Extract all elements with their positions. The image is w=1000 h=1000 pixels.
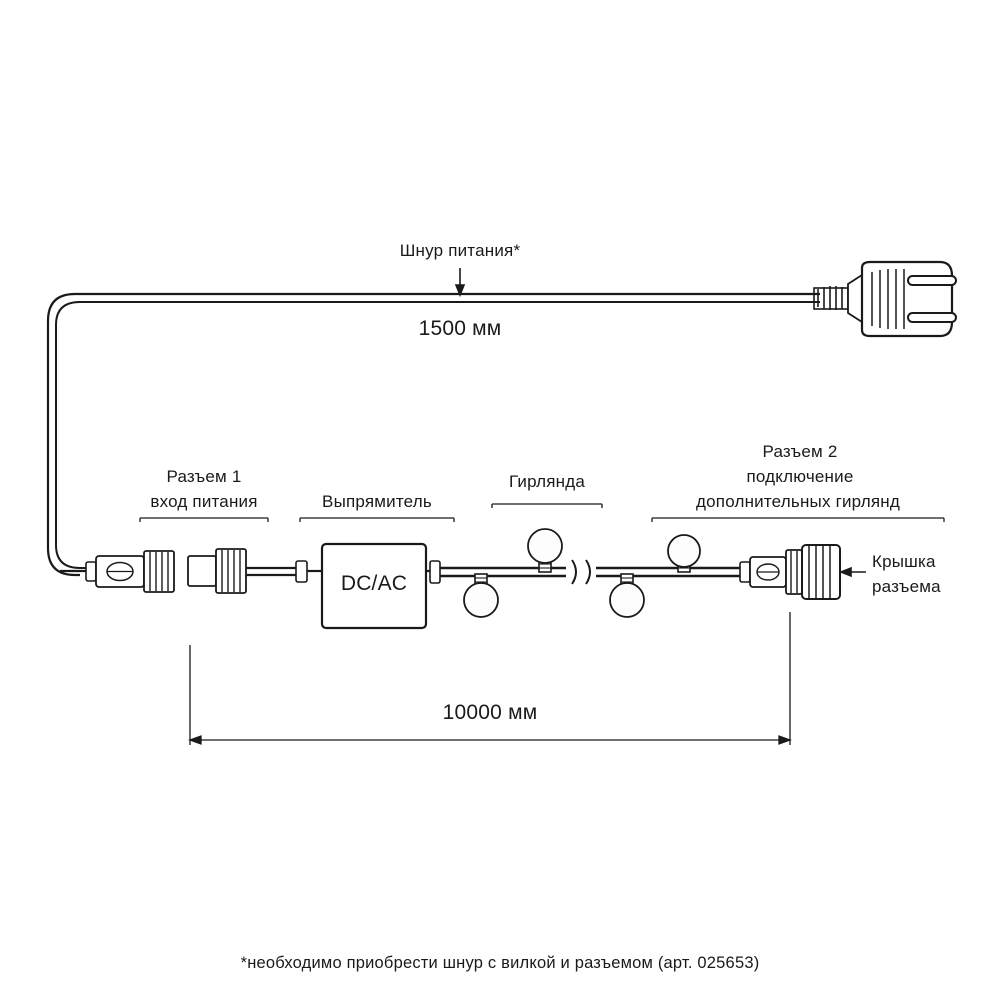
- footnote-label: *необходимо приобрести шнур с вилкой и разъемом (арт. 025653): [240, 954, 760, 972]
- power-cord-asterisk: *: [513, 241, 521, 260]
- rectifier-label: Выпрямитель: [322, 492, 432, 511]
- cable-break-icon: [566, 560, 596, 584]
- connector-2-icon: [740, 557, 786, 587]
- garland-label: Гирлянда: [508, 472, 586, 491]
- power-cord-label: [340, 240, 580, 261]
- mains-plug-icon: [848, 262, 956, 336]
- connector-1-mating-half-icon: [188, 549, 322, 593]
- power-cord-label-text: Шнур питания: [399, 241, 514, 260]
- garland-cable-right: [596, 568, 740, 576]
- cap-label-line2: разъема: [872, 577, 941, 596]
- connector-1-label-line1: Разъем 1: [166, 467, 242, 486]
- connector-1-icon: [60, 551, 174, 592]
- cap-arrow-icon: [841, 568, 866, 576]
- connector-2-label-line2: подключение: [746, 467, 854, 486]
- connector-1-label-line2: вход питания: [150, 492, 258, 511]
- light-bulb-icon: [610, 574, 644, 617]
- power-cord-strain-relief: [814, 286, 848, 310]
- connector-2-label-line1: Разъем 2: [762, 442, 838, 461]
- power-cord-arrow-icon: [456, 268, 464, 295]
- connector-2-label-line3: дополнительных гирлянд: [696, 492, 900, 511]
- total-length-label: 10000 мм: [442, 701, 538, 724]
- connector-cap-icon: [786, 545, 840, 599]
- light-bulb-icon: [668, 535, 700, 572]
- cap-label-line1: Крышка: [872, 552, 936, 571]
- light-bulb-icon: [528, 529, 562, 572]
- light-bulb-icon: [464, 574, 498, 617]
- rectifier-box-text: DC/AC: [340, 572, 408, 595]
- cord-length-label: 1500 мм: [418, 317, 502, 340]
